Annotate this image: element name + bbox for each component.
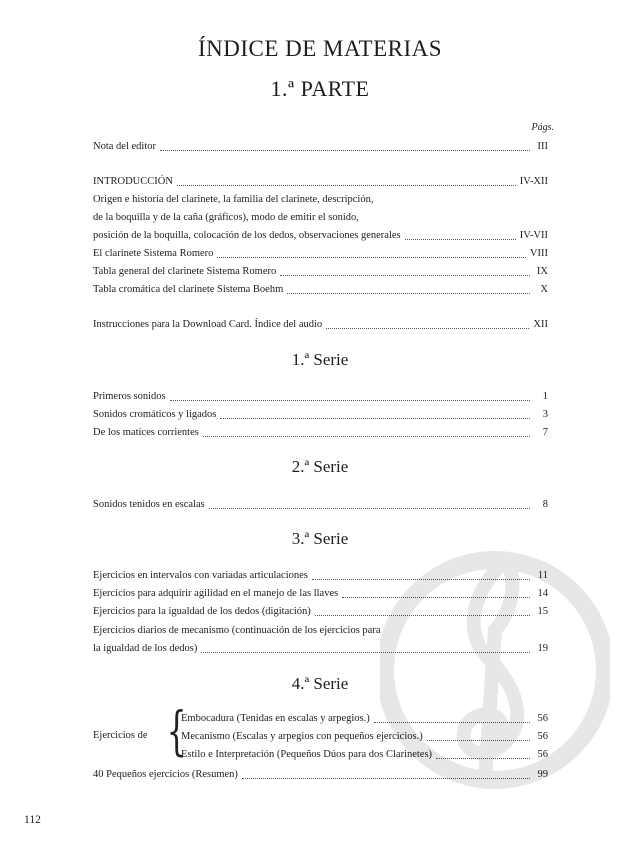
toc-entry-tabla-general: Tabla general del clarinete Sistema Romero IX xyxy=(93,266,548,277)
serie-heading: 3.ª Serie xyxy=(291,529,349,548)
toc-entry: la igualdad de los dedos) 19 xyxy=(93,643,548,654)
toc-entry-download-card: Instrucciones para la Download Card. Índice del audio XII xyxy=(93,319,548,330)
toc-entry-nota-editor: Nota del editor III xyxy=(93,141,548,152)
toc-entry: Embocadura (Tenidas en escalas y arpegios.) 56 xyxy=(181,713,548,724)
curly-brace-icon: { xyxy=(166,702,187,762)
toc-entry: Ejercicios para adquirir agilidad en el manejo de las llaves 14 xyxy=(93,588,548,599)
toc-entry: Ejercicios para la igualdad de los dedos (digitación) 15 xyxy=(93,606,548,617)
toc-text-line: de la boquilla y de la caña (gráficos), modo de emitir el sonido, xyxy=(93,212,359,223)
toc-entry: Mecanismo (Escalas y arpegios con pequeños ejercicios.) 56 xyxy=(181,731,548,742)
toc-text-line: Origen e historia del clarinete, la familia del clarinete, descripción, xyxy=(93,194,374,205)
toc-entry: Sonidos cromáticos y ligados 3 xyxy=(93,409,548,420)
toc-entry: Estilo e Interpretación (Pequeños Dúos para dos Clarinetes) 56 xyxy=(181,749,548,760)
toc-entry-tabla-cromatica: Tabla cromática del clarinete Sistema Boehm X xyxy=(93,284,548,295)
pages-column-label: Págs. xyxy=(531,122,554,133)
toc-entry: Ejercicios en intervalos con variadas articulaciones 11 xyxy=(93,570,548,581)
toc-entry: Sonidos tenidos en escalas 8 xyxy=(93,499,548,510)
toc-entry-introduccion: INTRODUCCIÓN IV-XII xyxy=(93,176,548,187)
part-heading: 1.ª PARTE xyxy=(270,76,370,101)
toc-entry-sistema-romero: El clarinete Sistema Romero VIII xyxy=(93,248,548,259)
toc-entry: 40 Pequeños ejercicios (Resumen) 99 xyxy=(93,769,548,780)
serie-heading: 1.ª Serie xyxy=(291,350,349,369)
treble-clef-watermark-icon xyxy=(380,520,610,820)
serie-heading: 4.ª Serie xyxy=(291,674,349,693)
toc-entry: Primeros sonidos 1 xyxy=(93,391,548,402)
toc-text-line: Ejercicios diarios de mecanismo (continuación de los ejercicios para xyxy=(93,625,381,636)
toc-entry: De los matices corrientes 7 xyxy=(93,427,548,438)
page-number: 112 xyxy=(24,814,41,826)
serie-heading: 2.ª Serie xyxy=(291,457,349,476)
group-label: Ejercicios de xyxy=(93,730,148,741)
toc-entry-posicion: posición de la boquilla, colocación de los dedos, observaciones generales IV-VII xyxy=(93,230,548,241)
page-title: ÍNDICE DE MATERIAS xyxy=(197,36,443,61)
